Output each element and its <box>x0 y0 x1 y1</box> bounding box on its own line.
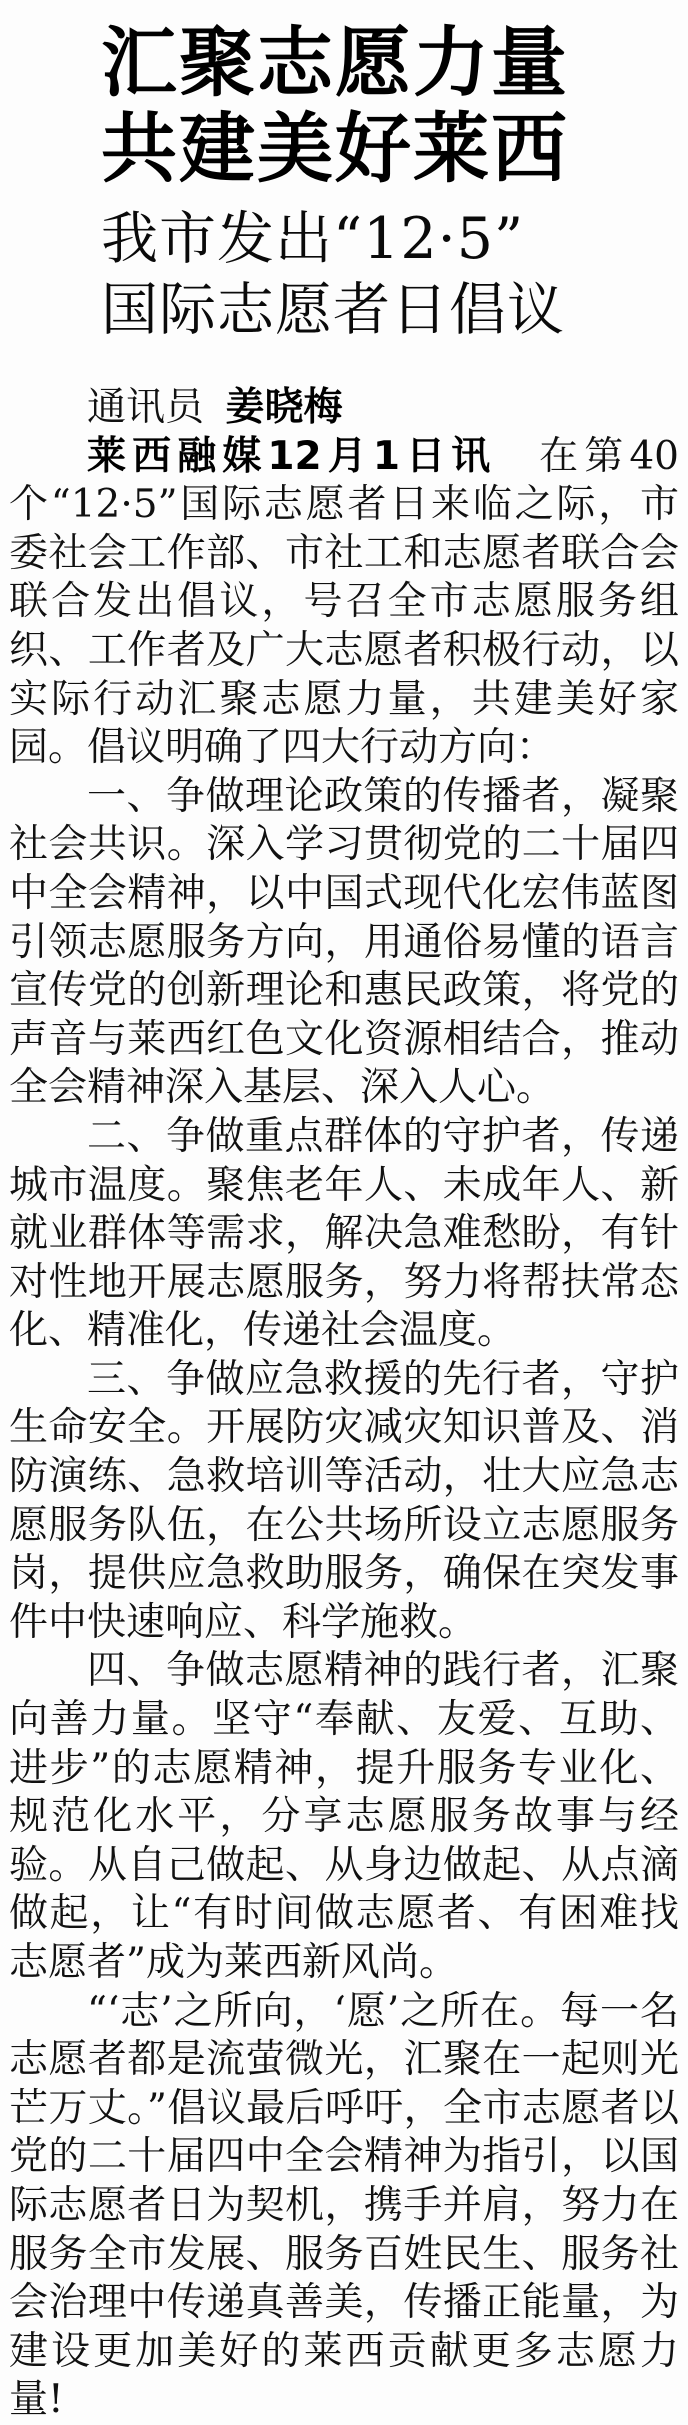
paragraph-action-1: 一、争做理论政策的传播者，凝聚社会共识。深入学习贯彻党的二十届四中全会精神，以中国式现代化宏伟蓝图引领志愿服务方向，用通俗易懂的语言宣传党的创新理论和惠民政策，将党的声音与莱西红色文化资源相结合，推动全会精神深入基层、深入人心。 <box>9 773 679 1111</box>
headline-line-2: 共建美好莱西 <box>101 104 569 193</box>
paragraph-action-3: 三、争做应急救援的先行者，守护生命安全。开展防灾减灾知识普及、消防演练、急救培训等活动，壮大应急志愿服务队伍，在公共场所设立志愿服务岗，提供应急救助服务，确保在突发事件中快速响应、科学施救。 <box>9 1356 679 1645</box>
main-headline <box>101 20 688 192</box>
dateline: 莱西融媒12月1日讯 <box>87 433 497 479</box>
lead-paragraph <box>9 433 679 773</box>
byline <box>9 384 679 433</box>
paragraph-closing: “‘志’之所向，‘愿’之所在。每一名志愿者都是流萤微光，汇聚在一起则光芒万丈。”倡议最后呼吁，全市志愿者以党的二十届四中全会精神为指引，以国际志愿者日为契机，携手并肩，努力在服务全市发展、服务百姓民生、服务社会治理中传递真善美，传播正能量，为建设更加美好的莱西贡献更多志愿力量! <box>9 1988 679 2423</box>
paragraph-action-2: 二、争做重点群体的守护者，传递城市温度。聚焦老年人、未成年人、新就业群体等需求，解决急难愁盼，有针对性地开展志愿服务，努力将帮扶常态化、精准化，传递社会温度。 <box>9 1113 679 1354</box>
subheadline-line-1: 我市发出“12·5” <box>101 206 525 272</box>
subheadline-line-2: 国际志愿者日倡议 <box>101 277 565 343</box>
paragraph-action-4: 四、争做志愿精神的践行者，汇聚向善力量。坚守“奉献、友爱、互助、进步”的志愿精神，提升服务专业化、规范化水平，分享志愿服务故事与经验。从自己做起、从身边做起、从点滴做起，让“有时间做志愿者、有困难找志愿者”成为莱西新风尚。 <box>9 1648 679 1985</box>
article-body <box>0 384 688 2425</box>
sub-headline <box>101 204 688 346</box>
headline-line-1: 汇聚志愿力量 <box>101 18 569 107</box>
byline-role: 通讯员 <box>87 385 205 430</box>
byline-name: 姜晓梅 <box>225 385 343 430</box>
article-header <box>0 0 688 346</box>
lead-text: 在第40个“12·5”国际志愿者日来临之际，市委社会工作部、市社工和志愿者联合会联合发出倡议，号召全市志愿服务组织、工作者及广大志愿者积极行动，以实际行动汇聚志愿力量，共建美好家园。倡议明确了四大行动方向： <box>9 433 679 771</box>
